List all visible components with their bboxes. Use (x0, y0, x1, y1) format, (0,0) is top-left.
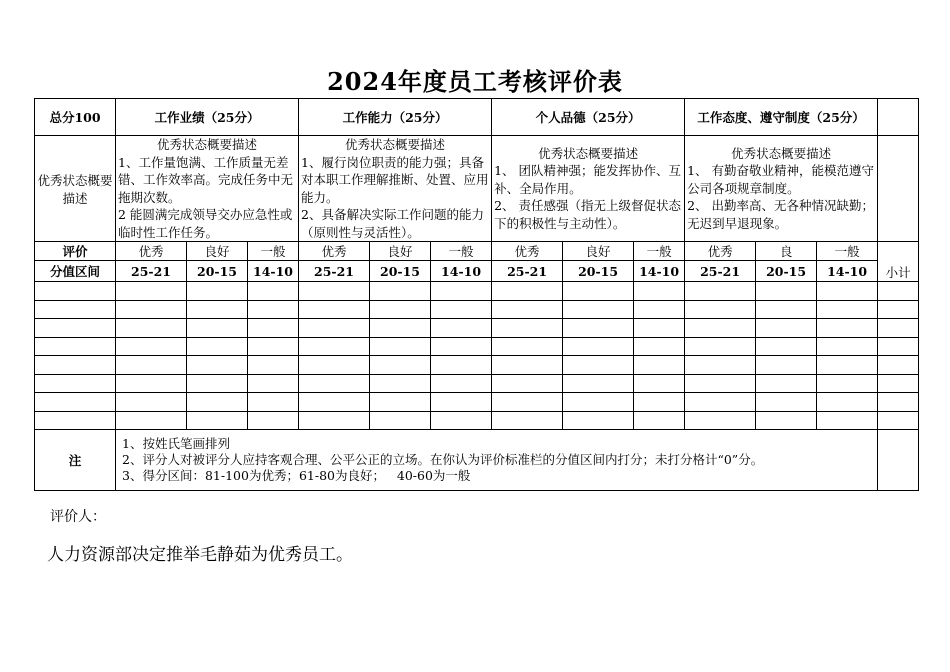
description-line: 2 能圆满完成领导交办应急性或临时性工作任务。 (118, 207, 293, 240)
description-blank-cell (878, 136, 919, 242)
score-cell[interactable] (116, 319, 187, 338)
score-cell[interactable] (756, 393, 817, 412)
score-cell[interactable] (563, 300, 634, 319)
rating-level: 优秀 (116, 242, 187, 261)
rating-level: 良 (756, 242, 817, 261)
description-cell-ability (299, 136, 492, 242)
score-cell[interactable] (187, 282, 248, 301)
score-cell[interactable] (116, 411, 187, 430)
name-cell[interactable] (35, 300, 116, 319)
header-blank-cell (878, 99, 919, 136)
score-cell[interactable] (817, 374, 878, 393)
score-cell[interactable] (492, 393, 563, 412)
name-cell[interactable] (35, 356, 116, 375)
score-cell[interactable] (187, 356, 248, 375)
score-cell[interactable] (431, 374, 492, 393)
note-label: 注 (35, 430, 116, 491)
score-cell[interactable] (563, 411, 634, 430)
name-cell[interactable] (35, 393, 116, 412)
note-content (116, 430, 878, 491)
description-head: 优秀状态概要描述 (731, 145, 832, 161)
description-row (35, 136, 919, 242)
score-range: 14-10 (248, 261, 299, 282)
score-cell[interactable] (299, 300, 370, 319)
score-cell[interactable] (370, 393, 431, 412)
score-cell[interactable] (370, 300, 431, 319)
score-cell[interactable] (248, 356, 299, 375)
rating-level: 良好 (370, 242, 431, 261)
score-cell[interactable] (634, 319, 685, 338)
category-header-character: 个人品德（25分） (492, 99, 685, 136)
score-cell[interactable] (563, 374, 634, 393)
description-row-label: 优秀状态概要描述 (35, 136, 116, 242)
score-cell[interactable] (756, 300, 817, 319)
score-cell[interactable] (492, 319, 563, 338)
description-cell-attitude (685, 136, 878, 242)
score-cell[interactable] (370, 337, 431, 356)
rating-level: 优秀 (299, 242, 370, 261)
score-cell[interactable] (370, 356, 431, 375)
name-cell[interactable] (35, 282, 116, 301)
description-line: 2、 责任感强（指无上级督促状态下的积极性与主动性）。 (494, 198, 681, 231)
score-range: 14-10 (817, 261, 878, 282)
score-cell[interactable] (685, 319, 756, 338)
score-range: 20-15 (370, 261, 431, 282)
score-cell[interactable] (187, 319, 248, 338)
description-line: 1、工作量饱满、工作质量无差错、工作效率高。完成任务中无拖期次数。 (118, 154, 294, 205)
score-cell[interactable] (685, 282, 756, 301)
score-cell[interactable] (563, 282, 634, 301)
score-cell[interactable] (248, 393, 299, 412)
subtotal-cell[interactable] (878, 393, 919, 412)
score-cell[interactable] (431, 356, 492, 375)
total-score-header: 总分100 (35, 99, 116, 136)
score-range: 25-21 (492, 261, 563, 282)
rating-level: 一般 (248, 242, 299, 261)
score-cell[interactable] (370, 282, 431, 301)
score-cell[interactable] (756, 374, 817, 393)
score-range: 20-15 (187, 261, 248, 282)
score-cell[interactable] (431, 319, 492, 338)
score-entry-row (35, 300, 919, 319)
score-entry-row (35, 393, 919, 412)
score-cell[interactable] (634, 374, 685, 393)
rating-row (35, 242, 919, 261)
name-cell[interactable] (35, 319, 116, 338)
score-cell[interactable] (248, 374, 299, 393)
score-cell[interactable] (187, 393, 248, 412)
score-cell[interactable] (634, 393, 685, 412)
score-range: 25-21 (299, 261, 370, 282)
rating-level: 优秀 (685, 242, 756, 261)
score-cell[interactable] (299, 282, 370, 301)
score-entry-row (35, 411, 919, 430)
score-cell[interactable] (187, 337, 248, 356)
score-cell[interactable] (817, 300, 878, 319)
rating-level: 一般 (431, 242, 492, 261)
description-head: 优秀状态概要描述 (345, 137, 446, 152)
score-cell[interactable] (248, 319, 299, 338)
score-cell[interactable] (817, 282, 878, 301)
rating-level: 一般 (634, 242, 685, 261)
score-cell[interactable] (685, 300, 756, 319)
page-title: 2024年度员工考核评价表 (327, 67, 623, 96)
score-cell[interactable] (116, 374, 187, 393)
score-cell[interactable] (492, 337, 563, 356)
description-line: 2、具备解决实际工作问题的能力（原则性与灵活性）。 (301, 207, 484, 240)
score-cell[interactable] (563, 356, 634, 375)
score-cell[interactable] (116, 282, 187, 301)
score-cell[interactable] (563, 319, 634, 338)
category-header-attitude: 工作态度、遵守制度（25分） (685, 99, 878, 136)
score-cell[interactable] (492, 356, 563, 375)
score-range: 20-15 (756, 261, 817, 282)
subtotal-cell[interactable] (878, 356, 919, 375)
name-cell[interactable] (35, 411, 116, 430)
rating-level: 一般 (817, 242, 878, 261)
score-cell[interactable] (248, 300, 299, 319)
decision-text: 人力资源部决定推举毛静茹为优秀员工。 (47, 545, 353, 565)
score-entry-row (35, 282, 919, 301)
rating-level: 优秀 (492, 242, 563, 261)
score-cell[interactable] (634, 337, 685, 356)
score-cell[interactable] (431, 411, 492, 430)
score-cell[interactable] (817, 337, 878, 356)
score-cell[interactable] (492, 300, 563, 319)
score-cell[interactable] (756, 356, 817, 375)
note-line: 3、得分区间：81-100为优秀；61-80为良好； 40-60为一般 (122, 468, 471, 483)
evaluation-table (34, 98, 919, 491)
score-cell[interactable] (685, 374, 756, 393)
score-cell[interactable] (563, 337, 634, 356)
score-cell[interactable] (817, 356, 878, 375)
score-cell[interactable] (370, 411, 431, 430)
score-cell[interactable] (299, 337, 370, 356)
score-cell[interactable] (299, 411, 370, 430)
score-cell[interactable] (685, 337, 756, 356)
score-cell[interactable] (634, 300, 685, 319)
subtotal-cell[interactable] (878, 319, 919, 338)
description-head: 优秀状态概要描述 (157, 137, 258, 152)
subtotal-cell[interactable] (878, 282, 919, 301)
score-range: 20-15 (563, 261, 634, 282)
score-cell[interactable] (187, 374, 248, 393)
score-cell[interactable] (299, 393, 370, 412)
score-cell[interactable] (187, 300, 248, 319)
score-entry-row (35, 319, 919, 338)
score-cell[interactable] (370, 374, 431, 393)
score-range: 25-21 (116, 261, 187, 282)
score-cell[interactable] (370, 319, 431, 338)
score-cell[interactable] (756, 282, 817, 301)
score-entry-row (35, 374, 919, 393)
score-cell[interactable] (817, 393, 878, 412)
score-cell[interactable] (116, 356, 187, 375)
note-line: 2、评分人对被评分人应持客观合理、公平公正的立场。在你认为评价标准栏的分值区间内打分；未打分格计“0”分。 (122, 452, 764, 467)
score-range-row (35, 261, 919, 282)
category-header-performance: 工作业绩（25分） (116, 99, 299, 136)
description-line: 1、履行岗位职责的能力强；具备对本职工作理解推断、处置、应用能力。 (301, 154, 489, 205)
score-range: 25-21 (685, 261, 756, 282)
score-cell[interactable] (187, 411, 248, 430)
score-cell[interactable] (116, 393, 187, 412)
score-cell[interactable] (817, 411, 878, 430)
rating-row-label: 评价 (35, 242, 116, 261)
score-range: 14-10 (634, 261, 685, 282)
score-cell[interactable] (685, 411, 756, 430)
subtotal-header (878, 242, 919, 282)
note-row (35, 430, 919, 491)
score-cell[interactable] (756, 319, 817, 338)
score-cell[interactable] (492, 374, 563, 393)
subtotal-label: 小计 (885, 265, 911, 280)
subtotal-cell[interactable] (878, 337, 919, 356)
subtotal-cell[interactable] (878, 411, 919, 430)
description-line: 2、 出勤率高、无各种情况缺勤；无迟到早退现象。 (687, 198, 875, 231)
score-cell[interactable] (492, 282, 563, 301)
score-cell[interactable] (248, 282, 299, 301)
score-cell[interactable] (634, 411, 685, 430)
description-line: 1、 团队精神强；能发挥协作、互补、全局作用。 (494, 163, 681, 196)
score-cell[interactable] (685, 393, 756, 412)
score-cell[interactable] (299, 374, 370, 393)
score-cell[interactable] (248, 411, 299, 430)
score-cell[interactable] (634, 356, 685, 375)
score-cell[interactable] (685, 356, 756, 375)
score-cell[interactable] (431, 282, 492, 301)
subtotal-cell[interactable] (878, 374, 919, 393)
note-blank-cell (878, 430, 919, 491)
evaluator-label: 评价人： (50, 509, 106, 525)
score-cell[interactable] (116, 300, 187, 319)
score-cell[interactable] (248, 337, 299, 356)
score-cell[interactable] (756, 337, 817, 356)
name-cell[interactable] (35, 337, 116, 356)
score-cell[interactable] (431, 393, 492, 412)
description-line: 1、 有勤奋敬业精神，能模范遵守公司各项规章制度。 (687, 163, 875, 196)
score-cell[interactable] (817, 319, 878, 338)
score-entry-row (35, 356, 919, 375)
rating-level: 良好 (187, 242, 248, 261)
score-cell[interactable] (756, 411, 817, 430)
score-entry-row (35, 337, 919, 356)
category-header-ability: 工作能力（25分） (299, 99, 492, 136)
subtotal-cell[interactable] (878, 300, 919, 319)
score-cell[interactable] (634, 282, 685, 301)
score-cell[interactable] (492, 411, 563, 430)
score-cell[interactable] (563, 393, 634, 412)
description-cell-performance (116, 136, 299, 242)
description-cell-character (492, 136, 685, 242)
score-range: 14-10 (431, 261, 492, 282)
score-cell[interactable] (431, 337, 492, 356)
header-row (35, 99, 919, 136)
score-cell[interactable] (116, 337, 187, 356)
score-cell[interactable] (299, 319, 370, 338)
description-head: 优秀状态概要描述 (538, 145, 639, 161)
score-cell[interactable] (431, 300, 492, 319)
rating-level: 良好 (563, 242, 634, 261)
score-cell[interactable] (299, 356, 370, 375)
score-range-row-label: 分值区间 (35, 261, 116, 282)
name-cell[interactable] (35, 374, 116, 393)
note-line: 1、按姓氏笔画排列 (122, 436, 230, 451)
